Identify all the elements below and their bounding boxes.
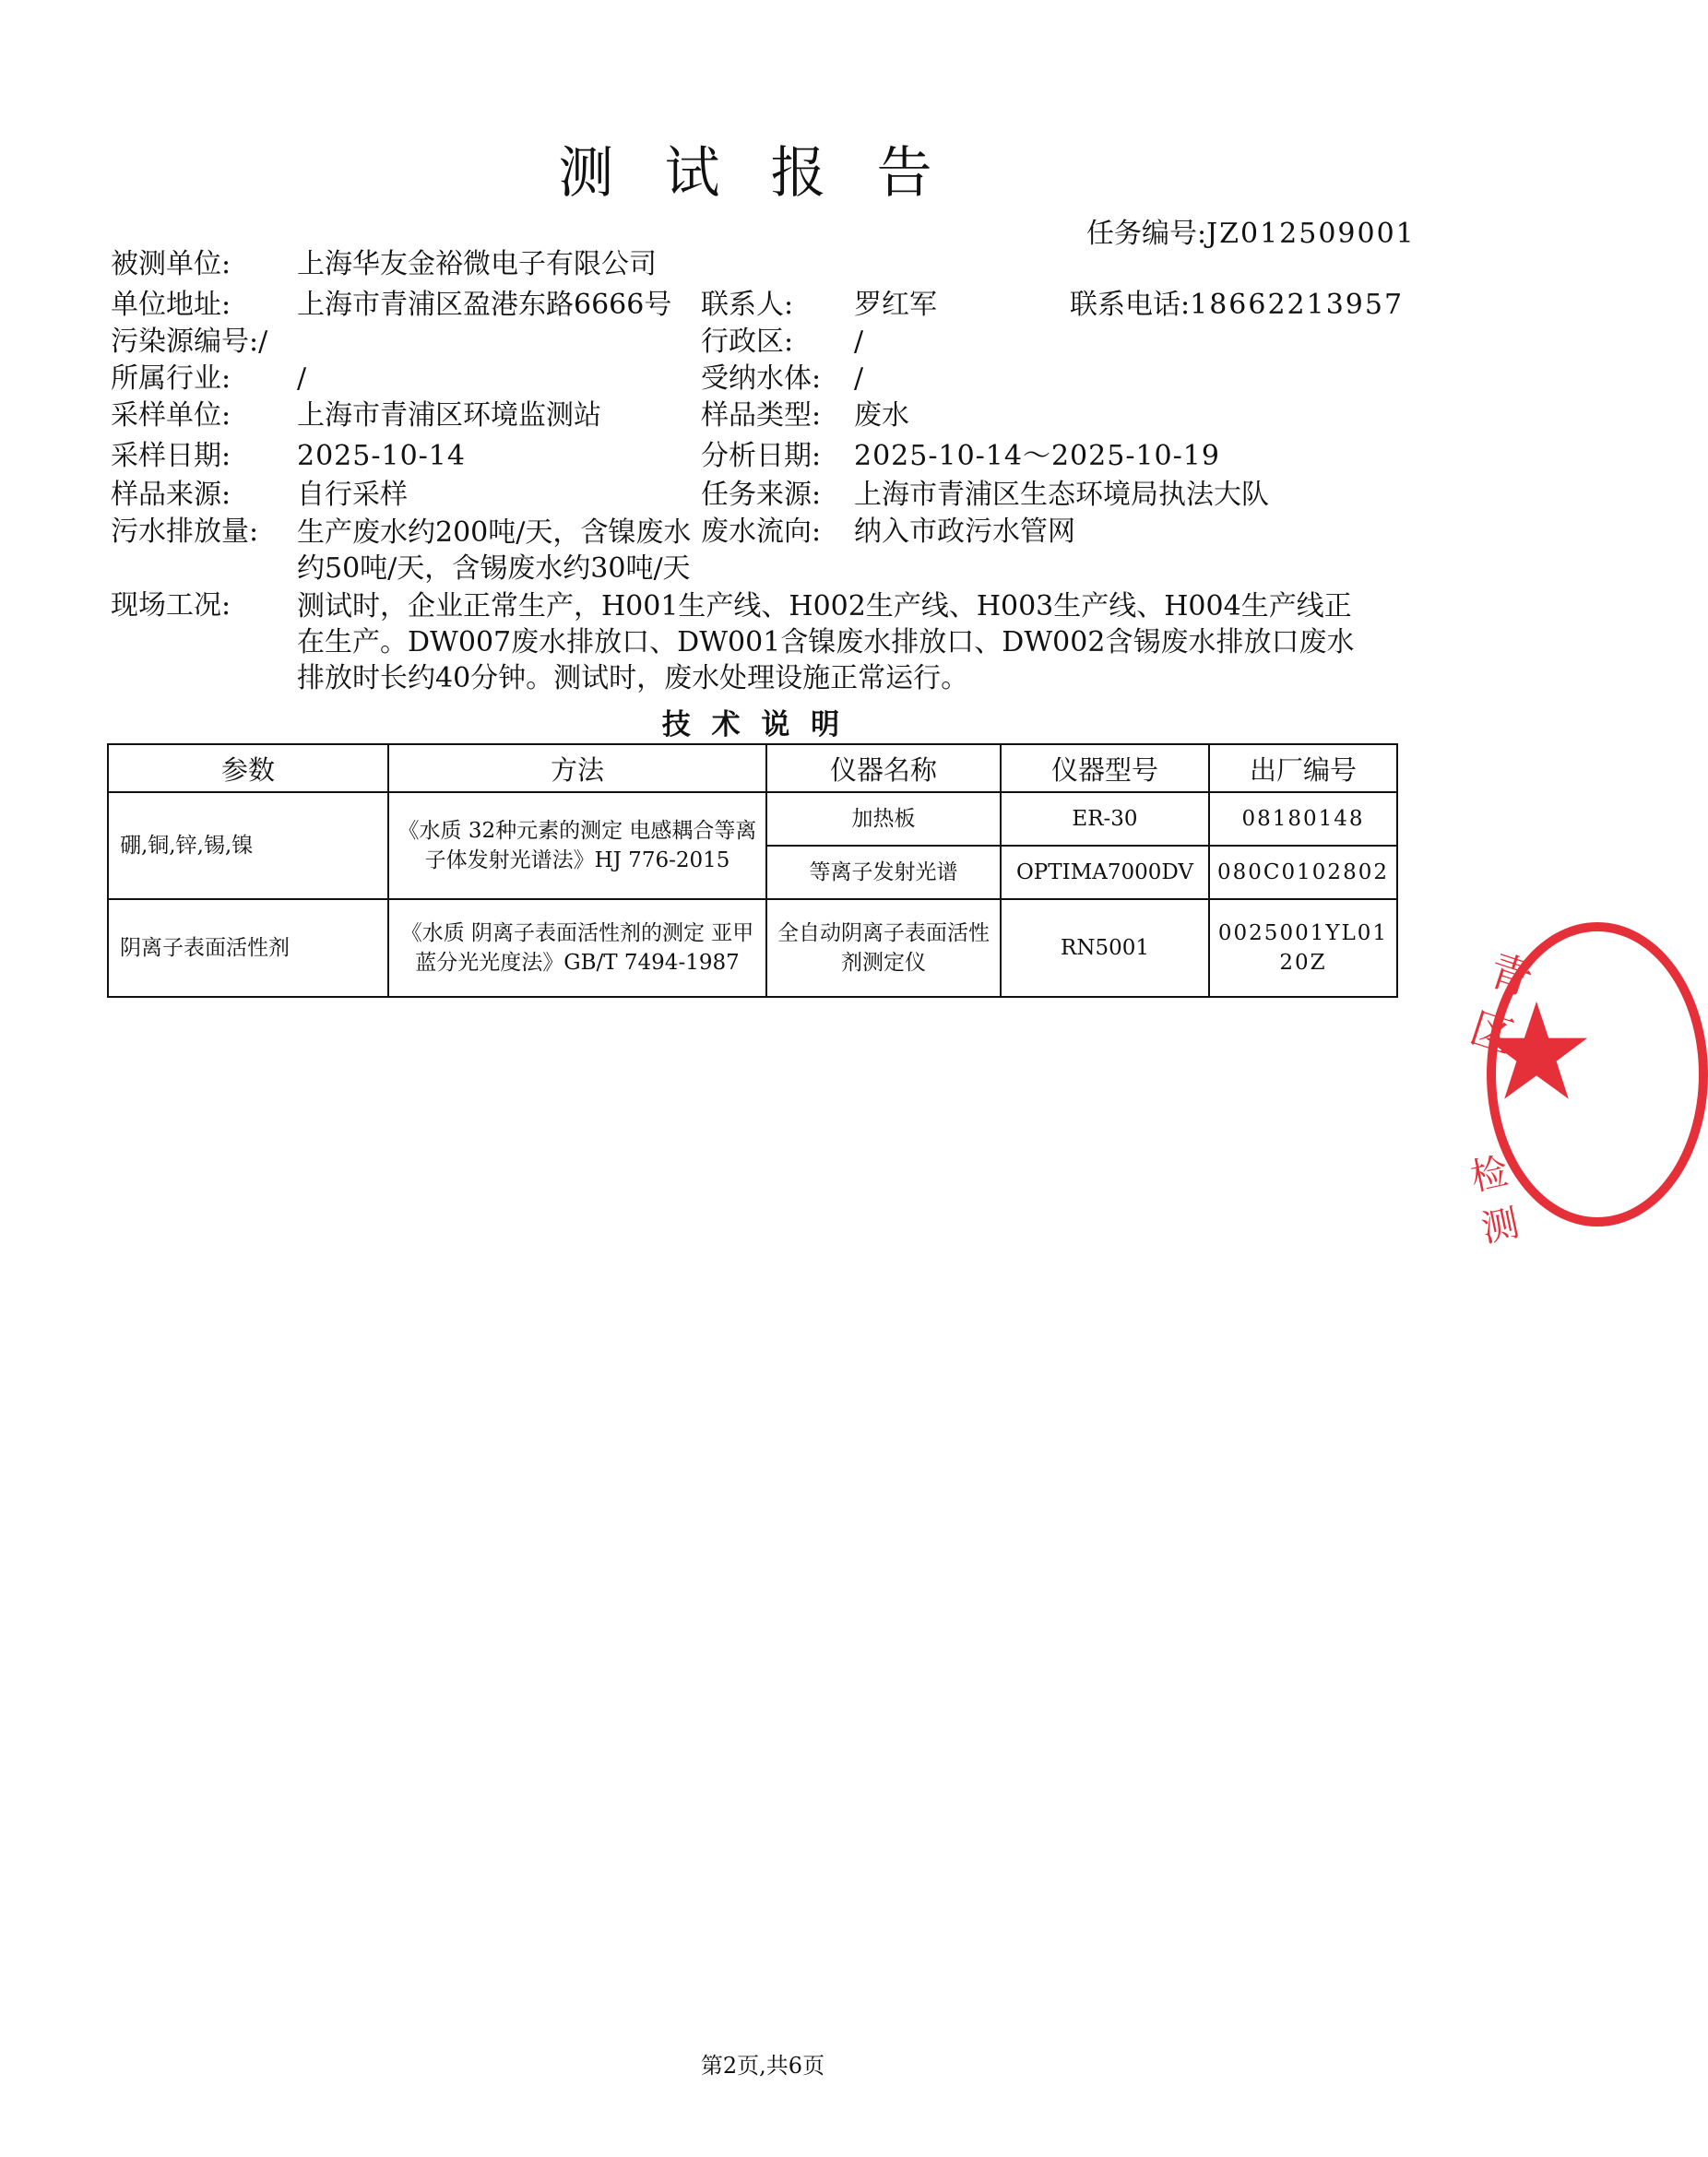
header-method: 方法	[388, 744, 766, 792]
task-number-value: JZ012509001	[1206, 218, 1416, 250]
table-header-row	[108, 744, 1397, 792]
field-label: 受纳水体:	[701, 362, 822, 395]
field-phone	[1070, 288, 1404, 323]
header-param: 参数	[108, 744, 388, 792]
task-number	[1086, 210, 1416, 251]
field-value: /	[297, 362, 307, 395]
field-label: 污染源编号:	[111, 326, 259, 358]
field-label: 被测单位:	[111, 248, 231, 280]
field-label: 任务来源:	[701, 479, 822, 511]
field-site-condition-value: 测试时，企业正常生产，H001生产线、H002生产线、H003生产线、H004生产线正在生产。DW007废水排放口、DW001含镍废水排放口、DW002含锡废水排放口废水排放时长约40分钟。测试时，废水处理设施正常运行。	[297, 590, 1355, 694]
field-label: 样品来源:	[111, 479, 231, 511]
field-value: 上海市青浦区环境监测站	[297, 399, 601, 432]
field-value: 2025-10-14	[297, 440, 466, 472]
cell-param: 阴离子表面活性剂	[108, 899, 388, 997]
cell-method: 《水质 阴离子表面活性剂的测定 亚甲蓝分光光度法》GB/T 7494-1987	[388, 899, 766, 997]
field-value: 废水	[854, 399, 909, 432]
field-contact	[701, 288, 937, 323]
field-value: 上海市青浦区盈港东路6666号	[297, 289, 672, 321]
field-sample-type	[701, 398, 909, 433]
field-task-source	[701, 478, 1269, 513]
field-label: 联系人:	[701, 289, 794, 321]
table-row	[108, 792, 1397, 846]
cell-serial-no: 080C0102802	[1209, 846, 1397, 899]
field-value: 上海华友金裕微电子有限公司	[297, 248, 657, 280]
field-discharge-volume-value: 生产废水约200吨/天，含镍废水约50吨/天，含锡废水约30吨/天	[297, 516, 692, 585]
field-value: /	[854, 326, 864, 358]
field-wastewater-flow	[701, 515, 1075, 550]
tech-table	[107, 743, 1398, 998]
tech-section-title: 技 术 说 明	[661, 708, 846, 741]
field-sampling-unit	[111, 398, 601, 433]
field-value: 18662213957	[1190, 289, 1405, 321]
field-label: 所属行业:	[111, 362, 231, 395]
cell-instrument-model: ER-30	[1001, 792, 1209, 846]
field-site-condition-label: 现场工况:	[111, 589, 231, 622]
seal-text-bottom: 检测	[1466, 1150, 1524, 1251]
task-number-label: 任务编号:	[1086, 218, 1207, 250]
cell-instrument-model: RN5001	[1001, 899, 1209, 997]
cell-instrument-name: 全自动阴离子表面活性剂测定仪	[766, 899, 1001, 997]
field-value: 纳入市政污水管网	[854, 516, 1075, 548]
field-value: /	[854, 362, 864, 395]
star-icon	[1481, 996, 1592, 1107]
cell-instrument-name: 加热板	[766, 792, 1001, 846]
field-value: 罗红军	[854, 289, 937, 321]
table-row	[108, 899, 1397, 997]
cell-serial-no: 08180148	[1209, 792, 1397, 846]
field-label: 采样日期:	[111, 440, 231, 472]
cell-method: 《水质 32种元素的测定 电感耦合等离子体发射光谱法》HJ 776-2015	[388, 792, 766, 899]
field-discharge-volume-label: 污水排放量:	[111, 516, 259, 548]
report-title: 测 试 报 告	[558, 141, 949, 206]
field-receiving-water	[701, 361, 863, 397]
field-analysis-date	[701, 439, 1220, 474]
field-value: 自行采样	[297, 479, 408, 511]
cell-instrument-model: OPTIMA7000DV	[1001, 846, 1209, 899]
field-district	[701, 325, 863, 360]
field-label: 分析日期:	[701, 440, 822, 472]
page-number: 第2页,共6页	[700, 2053, 825, 2079]
field-label: 联系电话:	[1070, 289, 1191, 321]
field-label: 采样单位:	[111, 399, 231, 432]
cell-serial-no: 0025001YL0120Z	[1209, 899, 1397, 997]
header-instrument-model: 仪器型号	[1001, 744, 1209, 792]
field-industry	[111, 361, 306, 397]
field-value: /	[258, 326, 268, 358]
field-sample-source	[111, 478, 408, 513]
field-tested-unit	[111, 247, 657, 282]
header-instrument-name: 仪器名称	[766, 744, 1001, 792]
field-label: 行政区:	[701, 326, 794, 358]
field-sampling-date	[111, 439, 466, 474]
field-label: 样品类型:	[701, 399, 822, 432]
seal-text-top: 青区	[1464, 944, 1539, 1063]
cell-param: 硼,铜,锌,锡,镍	[108, 792, 388, 899]
header-serial-no: 出厂编号	[1209, 744, 1397, 792]
field-address	[111, 288, 671, 323]
field-value: 上海市青浦区生态环境局执法大队	[854, 479, 1269, 511]
field-label: 废水流向:	[701, 516, 822, 548]
field-pollution-no	[111, 325, 267, 360]
cell-instrument-name: 等离子发射光谱	[766, 846, 1001, 899]
field-value: 2025-10-14～2025-10-19	[854, 440, 1220, 472]
field-label: 单位地址:	[111, 289, 231, 321]
